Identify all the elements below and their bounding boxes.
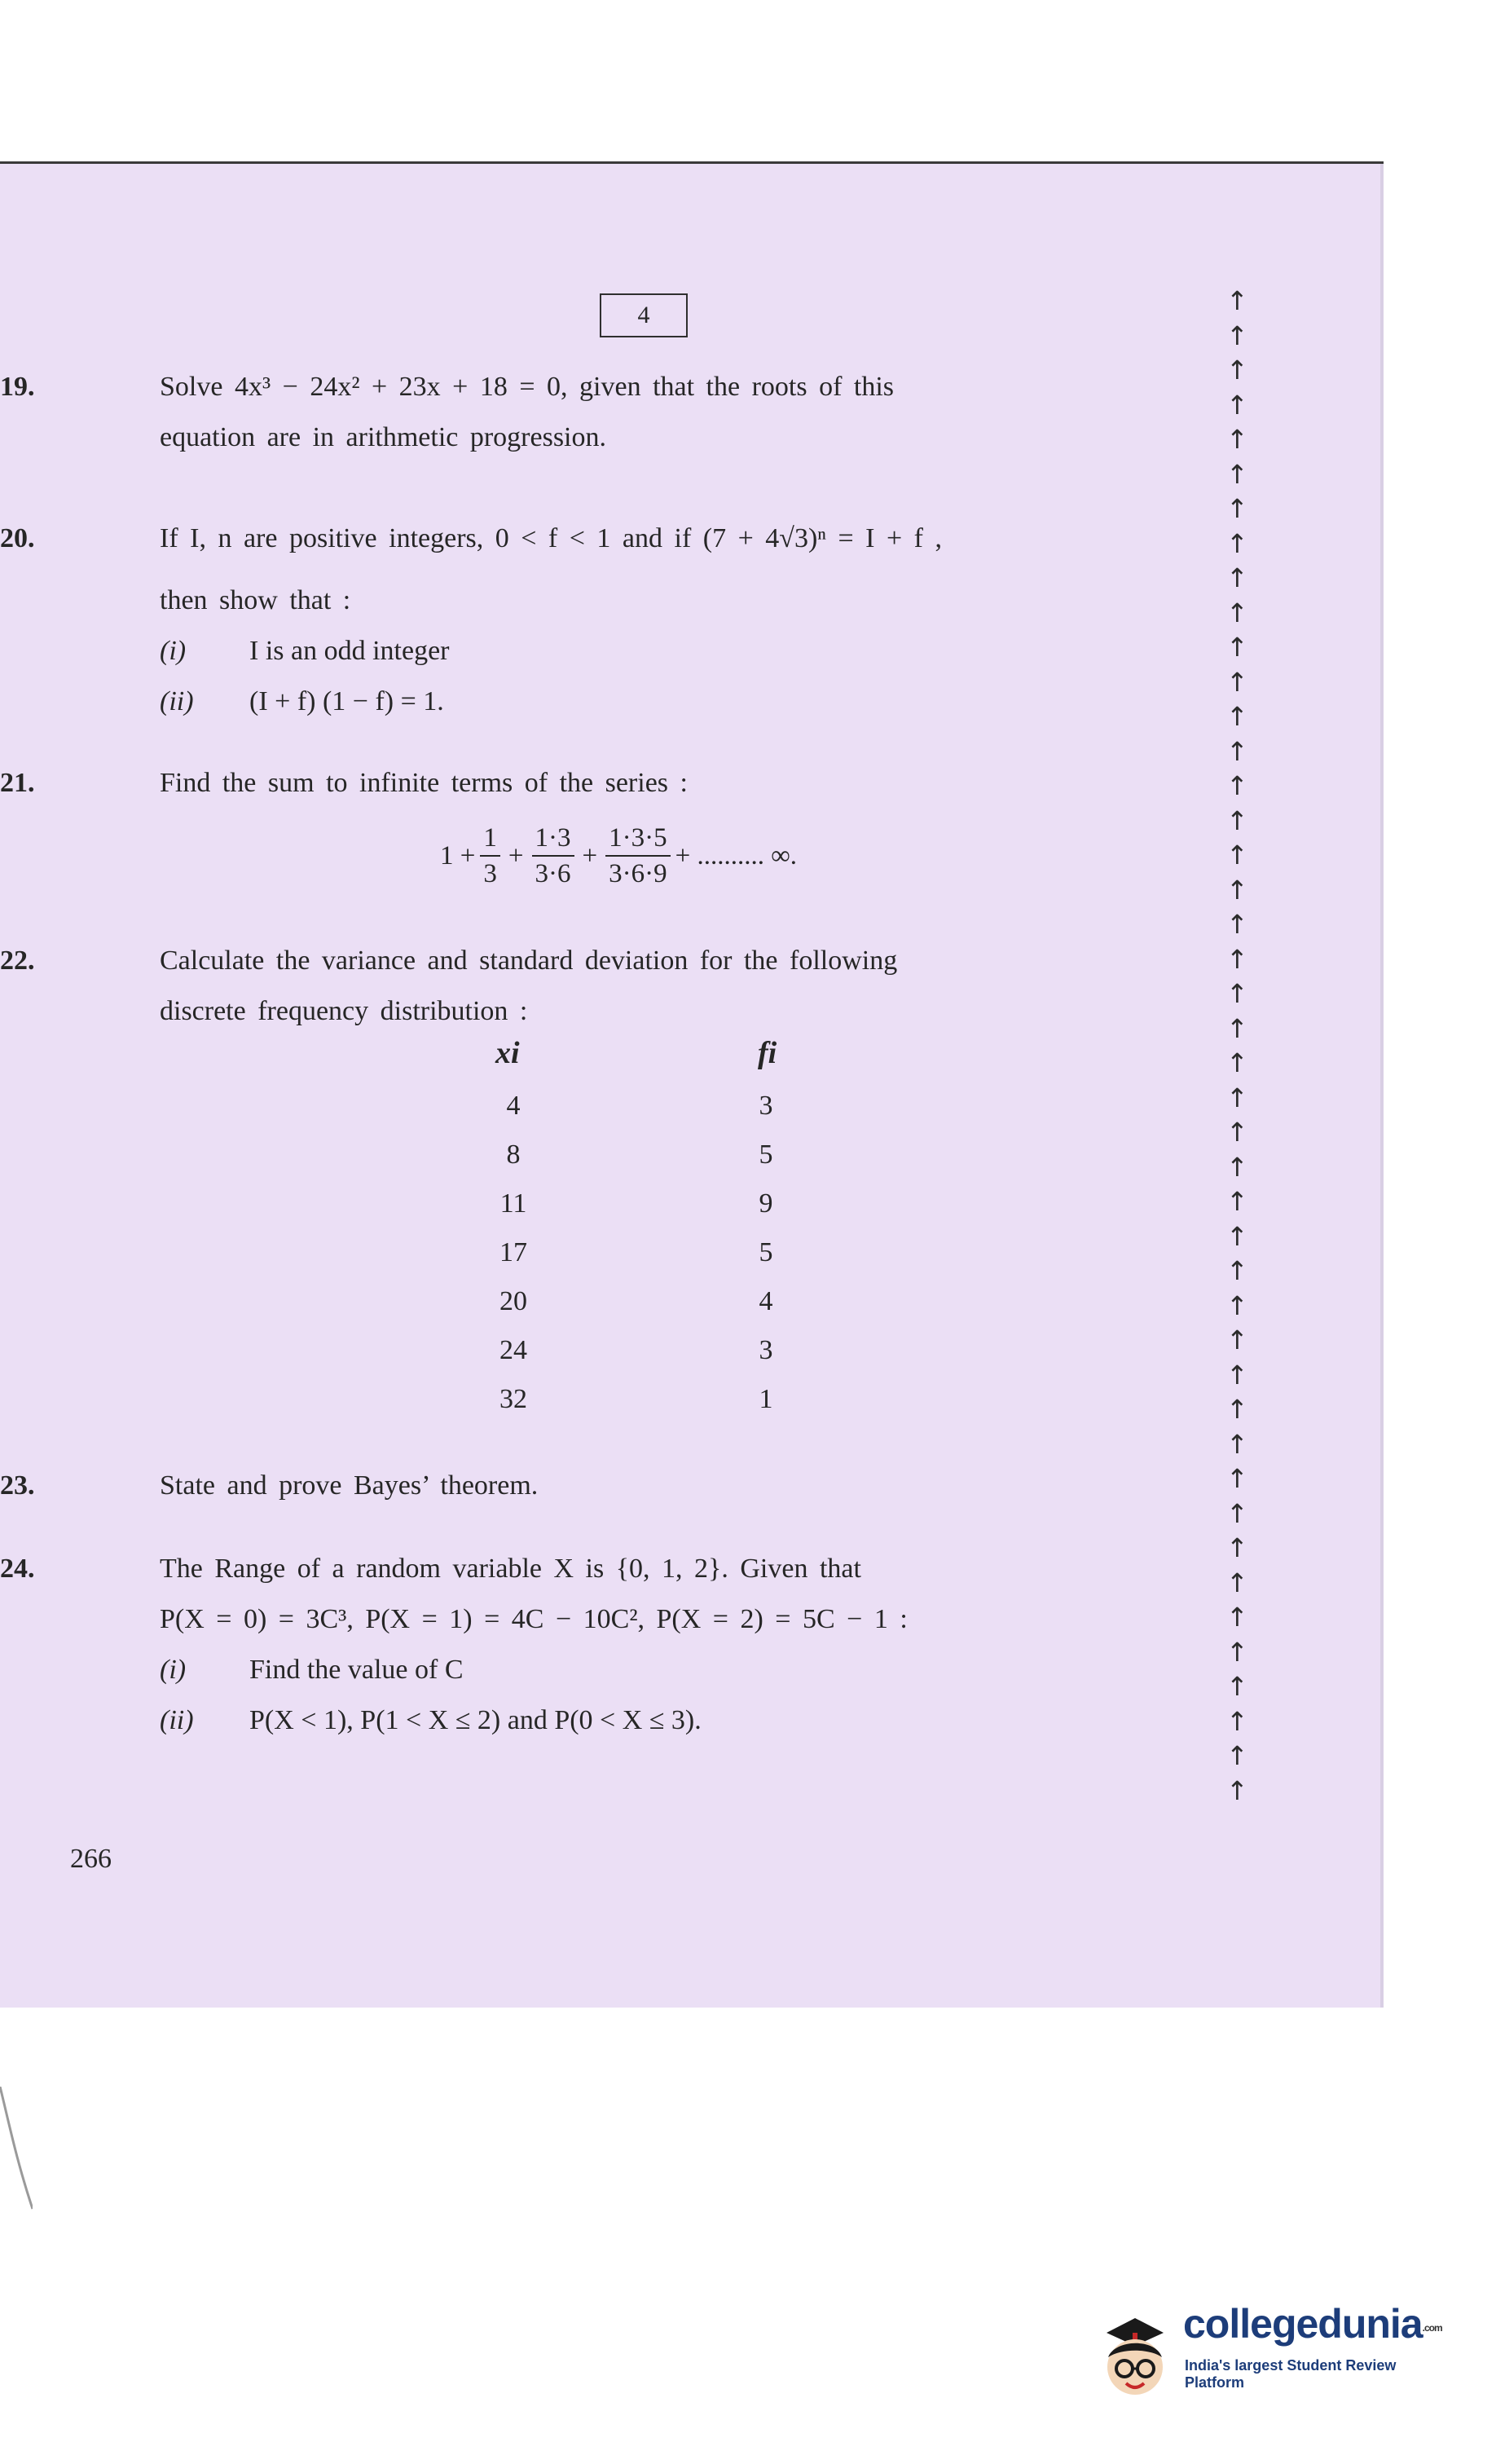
collegedunia-logo [1090, 2300, 1449, 2406]
series-expression [440, 815, 797, 897]
sub-text: I is an odd integer [249, 636, 450, 666]
arrow-up-icon: ↑ [1226, 493, 1248, 524]
arrow-up-icon: ↑ [1226, 1394, 1248, 1425]
plus-sign: + [582, 840, 598, 871]
question-text: discrete frequency distribution : [160, 996, 528, 1026]
arrow-up-icon: ↑ [1226, 978, 1248, 1009]
arrow-up-icon: ↑ [1226, 458, 1248, 490]
arrow-up-icon: ↑ [1226, 1774, 1248, 1806]
arrow-up-icon: ↑ [1226, 909, 1248, 940]
table-cell-f: 3 [759, 1091, 773, 1121]
numerator: 1·3 [532, 821, 574, 857]
arrow-up-icon: ↑ [1226, 1567, 1248, 1598]
table-cell-x: 4 [506, 1091, 521, 1121]
mascot-icon [1090, 2300, 1180, 2406]
arrow-up-icon: ↑ [1226, 1497, 1248, 1529]
arrow-up-icon: ↑ [1226, 1532, 1248, 1563]
page-box-number: 4 [600, 293, 688, 337]
question-text: Solve 4x³ − 24x² + 23x + 18 = 0, given that the roots of this [160, 372, 895, 402]
logo-suffix: .com [1422, 2322, 1442, 2334]
arrow-up-icon: ↑ [1226, 1602, 1248, 1633]
arrow-up-icon: ↑ [1226, 1255, 1248, 1286]
arrow-up-icon: ↑ [1226, 735, 1248, 767]
sub-label: (i) [160, 1655, 187, 1685]
table-cell-x: 20 [499, 1286, 527, 1316]
scan-shadow [0, 2087, 33, 2217]
sub-text: Find the value of C [249, 1655, 464, 1685]
question-22 [0, 936, 1178, 1037]
series-tail: + .......... ∞. [675, 840, 797, 871]
arrow-up-icon: ↑ [1226, 1220, 1248, 1252]
question-number: 20. [0, 523, 35, 553]
series-lead: 1 + [440, 840, 476, 871]
logo-name: collegedunia$^{.com}$ [1183, 2301, 1442, 2347]
arrow-up-icon: ↑ [1226, 1463, 1248, 1494]
table-cell-x: 8 [506, 1139, 521, 1170]
question-21 [0, 758, 1178, 809]
sub-question [160, 1645, 1178, 1695]
fraction [532, 821, 574, 891]
question-23 [0, 1461, 1178, 1511]
question-number: 21. [0, 768, 35, 798]
logo-tagline: India's largest Student Review Platform [1185, 2357, 1397, 2391]
arrow-up-icon: ↑ [1226, 701, 1248, 732]
question-number: 22. [0, 945, 35, 976]
question-text: State and prove Bayes’ theorem. [160, 1470, 539, 1501]
arrow-up-icon: ↑ [1226, 1740, 1248, 1771]
arrow-up-icon: ↑ [1226, 1705, 1248, 1737]
arrow-up-icon: ↑ [1226, 1289, 1248, 1321]
arrow-up-icon: ↑ [1226, 1047, 1248, 1078]
sub-label: (ii) [160, 1705, 194, 1735]
header-f: fi [758, 1036, 777, 1070]
arrow-up-icon: ↑ [1226, 770, 1248, 801]
table-cell-x: 24 [499, 1335, 527, 1365]
table-cell-x: 17 [499, 1237, 527, 1267]
plus-sign: + [508, 840, 524, 871]
header-x: xi [495, 1036, 520, 1070]
arrow-up-icon: ↑ [1226, 1082, 1248, 1113]
question-text: then show that : [160, 585, 351, 615]
denominator: 3 [483, 859, 497, 888]
question-number: 24. [0, 1554, 35, 1584]
arrow-up-icon: ↑ [1226, 527, 1248, 559]
arrow-up-icon: ↑ [1226, 1359, 1248, 1391]
question-text: The Range of a random variable X is {0, 1, 2}. Given that [160, 1554, 861, 1584]
arrow-up-icon: ↑ [1226, 1186, 1248, 1217]
question-20 [0, 514, 1178, 727]
page-number: 266 [70, 1844, 112, 1874]
table-cell-f: 1 [759, 1384, 773, 1414]
sub-text: (I + f) (1 − f) = 1. [249, 686, 444, 716]
arrow-up-icon: ↑ [1226, 1671, 1248, 1702]
arrow-up-icon: ↑ [1226, 874, 1248, 906]
sub-question [160, 1695, 1178, 1746]
arrow-up-icon: ↑ [1226, 562, 1248, 593]
numerator: 1 [480, 821, 500, 857]
question-number: 23. [0, 1470, 35, 1501]
question-text: Calculate the variance and standard deviation for the following [160, 945, 898, 976]
table-cell-f: 5 [759, 1237, 773, 1267]
arrow-up-icon: ↑ [1226, 1428, 1248, 1460]
arrow-up-icon: ↑ [1226, 840, 1248, 871]
arrow-up-icon: ↑ [1226, 597, 1248, 628]
arrow-up-icon: ↑ [1226, 1325, 1248, 1355]
table-cell-f: 5 [759, 1139, 773, 1170]
sub-text: P(X < 1), P(1 < X ≤ 2) and P(0 < X ≤ 3). [249, 1705, 702, 1735]
arrow-up-icon: ↑ [1226, 389, 1248, 421]
numerator: 1·3·5 [605, 821, 670, 857]
arrow-up-icon: ↑ [1226, 424, 1248, 455]
arrow-up-icon: ↑ [1226, 804, 1248, 836]
sub-question [160, 626, 1178, 677]
arrow-up-icon: ↑ [1226, 1117, 1248, 1148]
arrow-up-icon: ↑ [1226, 943, 1248, 975]
question-text: Find the sum to infinite terms of the series : [160, 768, 688, 798]
table-cell-f: 9 [759, 1188, 773, 1219]
table-cell-x: 32 [499, 1384, 527, 1414]
denominator: 3·6·9 [609, 859, 667, 888]
arrow-up-icon: ↑ [1226, 1151, 1248, 1183]
arrow-up-icon: ↑ [1226, 285, 1248, 316]
sub-question [160, 677, 1178, 727]
fraction [480, 821, 500, 891]
table-cell-f: 3 [759, 1335, 773, 1365]
arrow-up-icon: ↑ [1226, 1636, 1248, 1668]
question-number: 19. [0, 372, 35, 402]
sub-label: (ii) [160, 686, 194, 716]
table-cell-f: 4 [759, 1286, 773, 1316]
question-text: P(X = 0) = 3C³, P(X = 1) = 4C − 10C², P(X = 2) = 5C − 1 : [160, 1604, 908, 1634]
question-text: If I, n are positive integers, 0 < f < 1 and if (7 + 4√3)ⁿ = I + f , [160, 523, 942, 553]
question-text: equation are in arithmetic progression. [160, 422, 606, 452]
arrow-up-icon: ↑ [1226, 1012, 1248, 1044]
table-cell-x: 11 [499, 1188, 527, 1219]
question-19 [0, 362, 1178, 463]
fraction [605, 821, 670, 891]
question-24 [0, 1544, 1178, 1746]
arrow-up-icon: ↑ [1226, 355, 1248, 386]
denominator: 3·6 [535, 859, 571, 888]
sub-label: (i) [160, 636, 187, 666]
arrow-up-icon: ↑ [1226, 666, 1248, 698]
arrow-up-icon: ↑ [1226, 632, 1248, 663]
arrow-up-icon: ↑ [1226, 320, 1248, 351]
